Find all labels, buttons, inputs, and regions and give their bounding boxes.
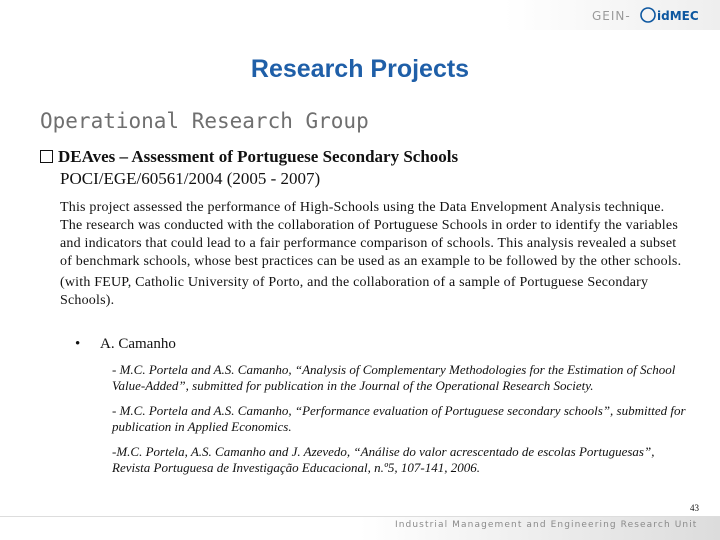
checkbox-bullet-icon xyxy=(40,150,53,163)
footer-unit-name: Industrial Management and Engineering Research Unit xyxy=(395,520,698,530)
project-partners: (with FEUP, Catholic University of Porto, and the collaboration of a sample of Portuguese Secondary Schools). xyxy=(60,275,649,308)
reference-item: - M.C. Portela and A.S. Camanho, “Analysis of Complementary Methodologies for the Estimation of School Value-Added”, submitted for publication in the Journal of the Operational Research Society. xyxy=(112,362,676,393)
reference-item: - M.C. Portela and A.S. Camanho, “Performance evaluation of Portuguese secondary schools”, submitted for publication in Applied Economics. xyxy=(112,403,686,434)
author-name: A. Camanho xyxy=(100,336,176,352)
author-item xyxy=(75,336,176,353)
project-code: POCI/EGE/60561/2004 (2005 - 2007) xyxy=(60,169,321,188)
logo-idmec-text: idMEC xyxy=(657,9,699,23)
page-number: 43 xyxy=(690,503,699,513)
project-description-block xyxy=(60,199,690,310)
project-description: This project assessed the performance of High-Schools using the Data Envelopment Analysis technique. The research was conducted with the collaboration of Portuguese Schools in order to identify the variables and indicators that could lead to a fair performance comparison of schools. This analysis revealed a subset of benchmark schools, whose best practices can be used as an example to be followed by the other schools. xyxy=(60,200,682,269)
gein-idmec-logo xyxy=(592,4,710,26)
reference-item: -M.C. Portela, A.S. Camanho and J. Azevedo, “Análise do valor acrescentado de escolas Portuguesas”, Revista Portuguesa de Investigação Educacional, n.º5, 107-141, 2006. xyxy=(112,444,655,475)
project-name: DEAves – Assessment of Portuguese Secondary Schools xyxy=(58,147,459,166)
references-list xyxy=(112,362,692,485)
logo-ring-icon xyxy=(641,8,655,22)
project-heading xyxy=(40,146,680,190)
group-subtitle: Operational Research Group xyxy=(40,109,369,133)
logo-gein-text: GEIN- xyxy=(592,9,631,23)
bullet-dot-icon: • xyxy=(75,336,81,352)
page-title: Research Projects xyxy=(250,55,470,83)
